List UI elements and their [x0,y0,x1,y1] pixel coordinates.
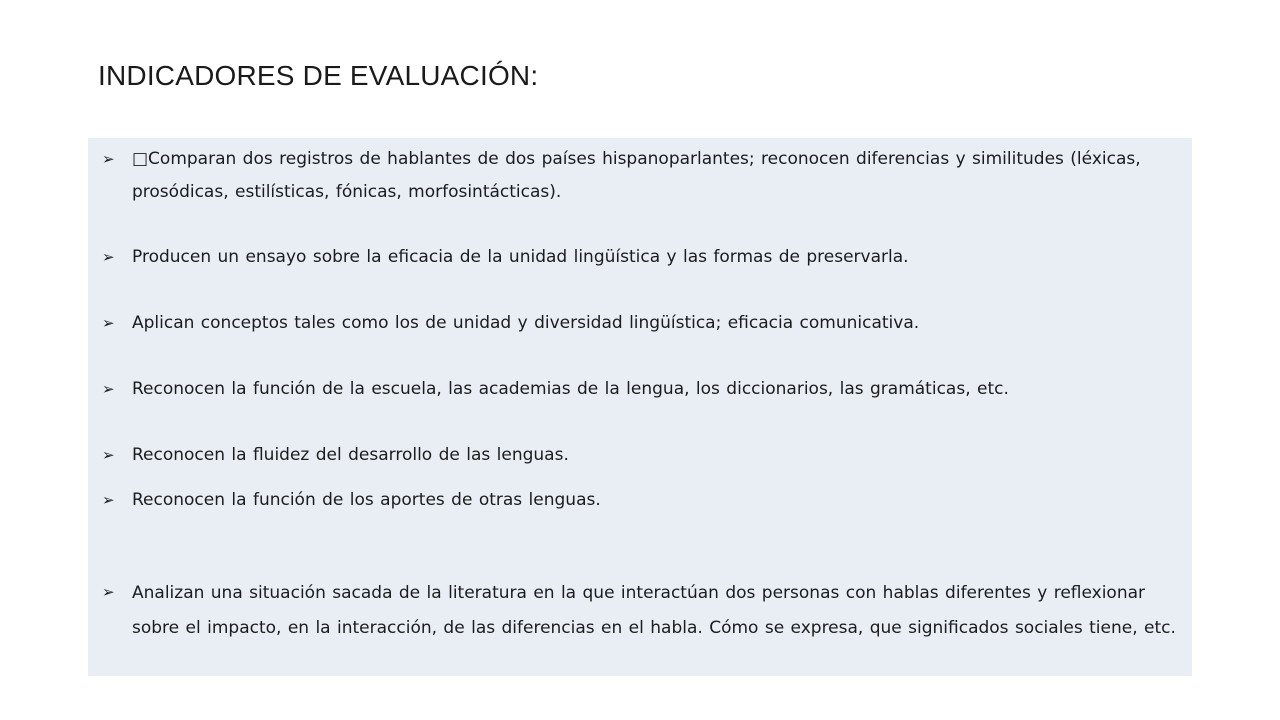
list-item [102,373,1182,406]
indicator-text: Analizan una situación sacada de la literatura en la que interactúan dos personas con hablas diferentes y reflexionar sobre el impacto, en la interacción, de las diferencias en el habla. Cómo se expresa, que significados sociales tiene, etc. [132,583,1176,638]
arrowhead-bullet-icon: ➢ [102,380,115,398]
indicators-panel [88,138,1192,676]
arrowhead-bullet-icon: ➢ [102,150,115,168]
arrowhead-bullet-icon: ➢ [102,583,115,601]
arrowhead-bullet-icon: ➢ [102,491,115,509]
indicator-text: □Comparan dos registros de hablantes de dos países hispanoparlantes; reconocen diferencias y similitudes (léxicas, prosódicas, estilísticas, fónicas, morfosintácticas). [132,149,1141,202]
arrowhead-bullet-icon: ➢ [102,248,115,266]
list-item [102,307,1182,340]
indicator-text: Reconocen la fluidez del desarrollo de las lenguas. [132,445,569,465]
list-item [102,143,1182,209]
list-item [102,576,1182,646]
arrowhead-bullet-icon: ➢ [102,446,115,464]
indicator-text: Reconocen la función de los aportes de otras lenguas. [132,490,601,510]
list-item [102,241,1182,274]
indicator-text: Aplican conceptos tales como los de unidad y diversidad lingüística; eficacia comunicativa. [132,313,920,333]
indicator-text: Producen un ensayo sobre la eficacia de la unidad lingüística y las formas de preservarla. [132,247,909,267]
list-item [102,484,1182,517]
indicator-text: Reconocen la función de la escuela, las academias de la lengua, los diccionarios, las gramáticas, etc. [132,379,1009,399]
arrowhead-bullet-icon: ➢ [102,314,115,332]
page-title: INDICADORES DE EVALUACIÓN: [98,60,539,91]
list-item [102,439,1182,472]
